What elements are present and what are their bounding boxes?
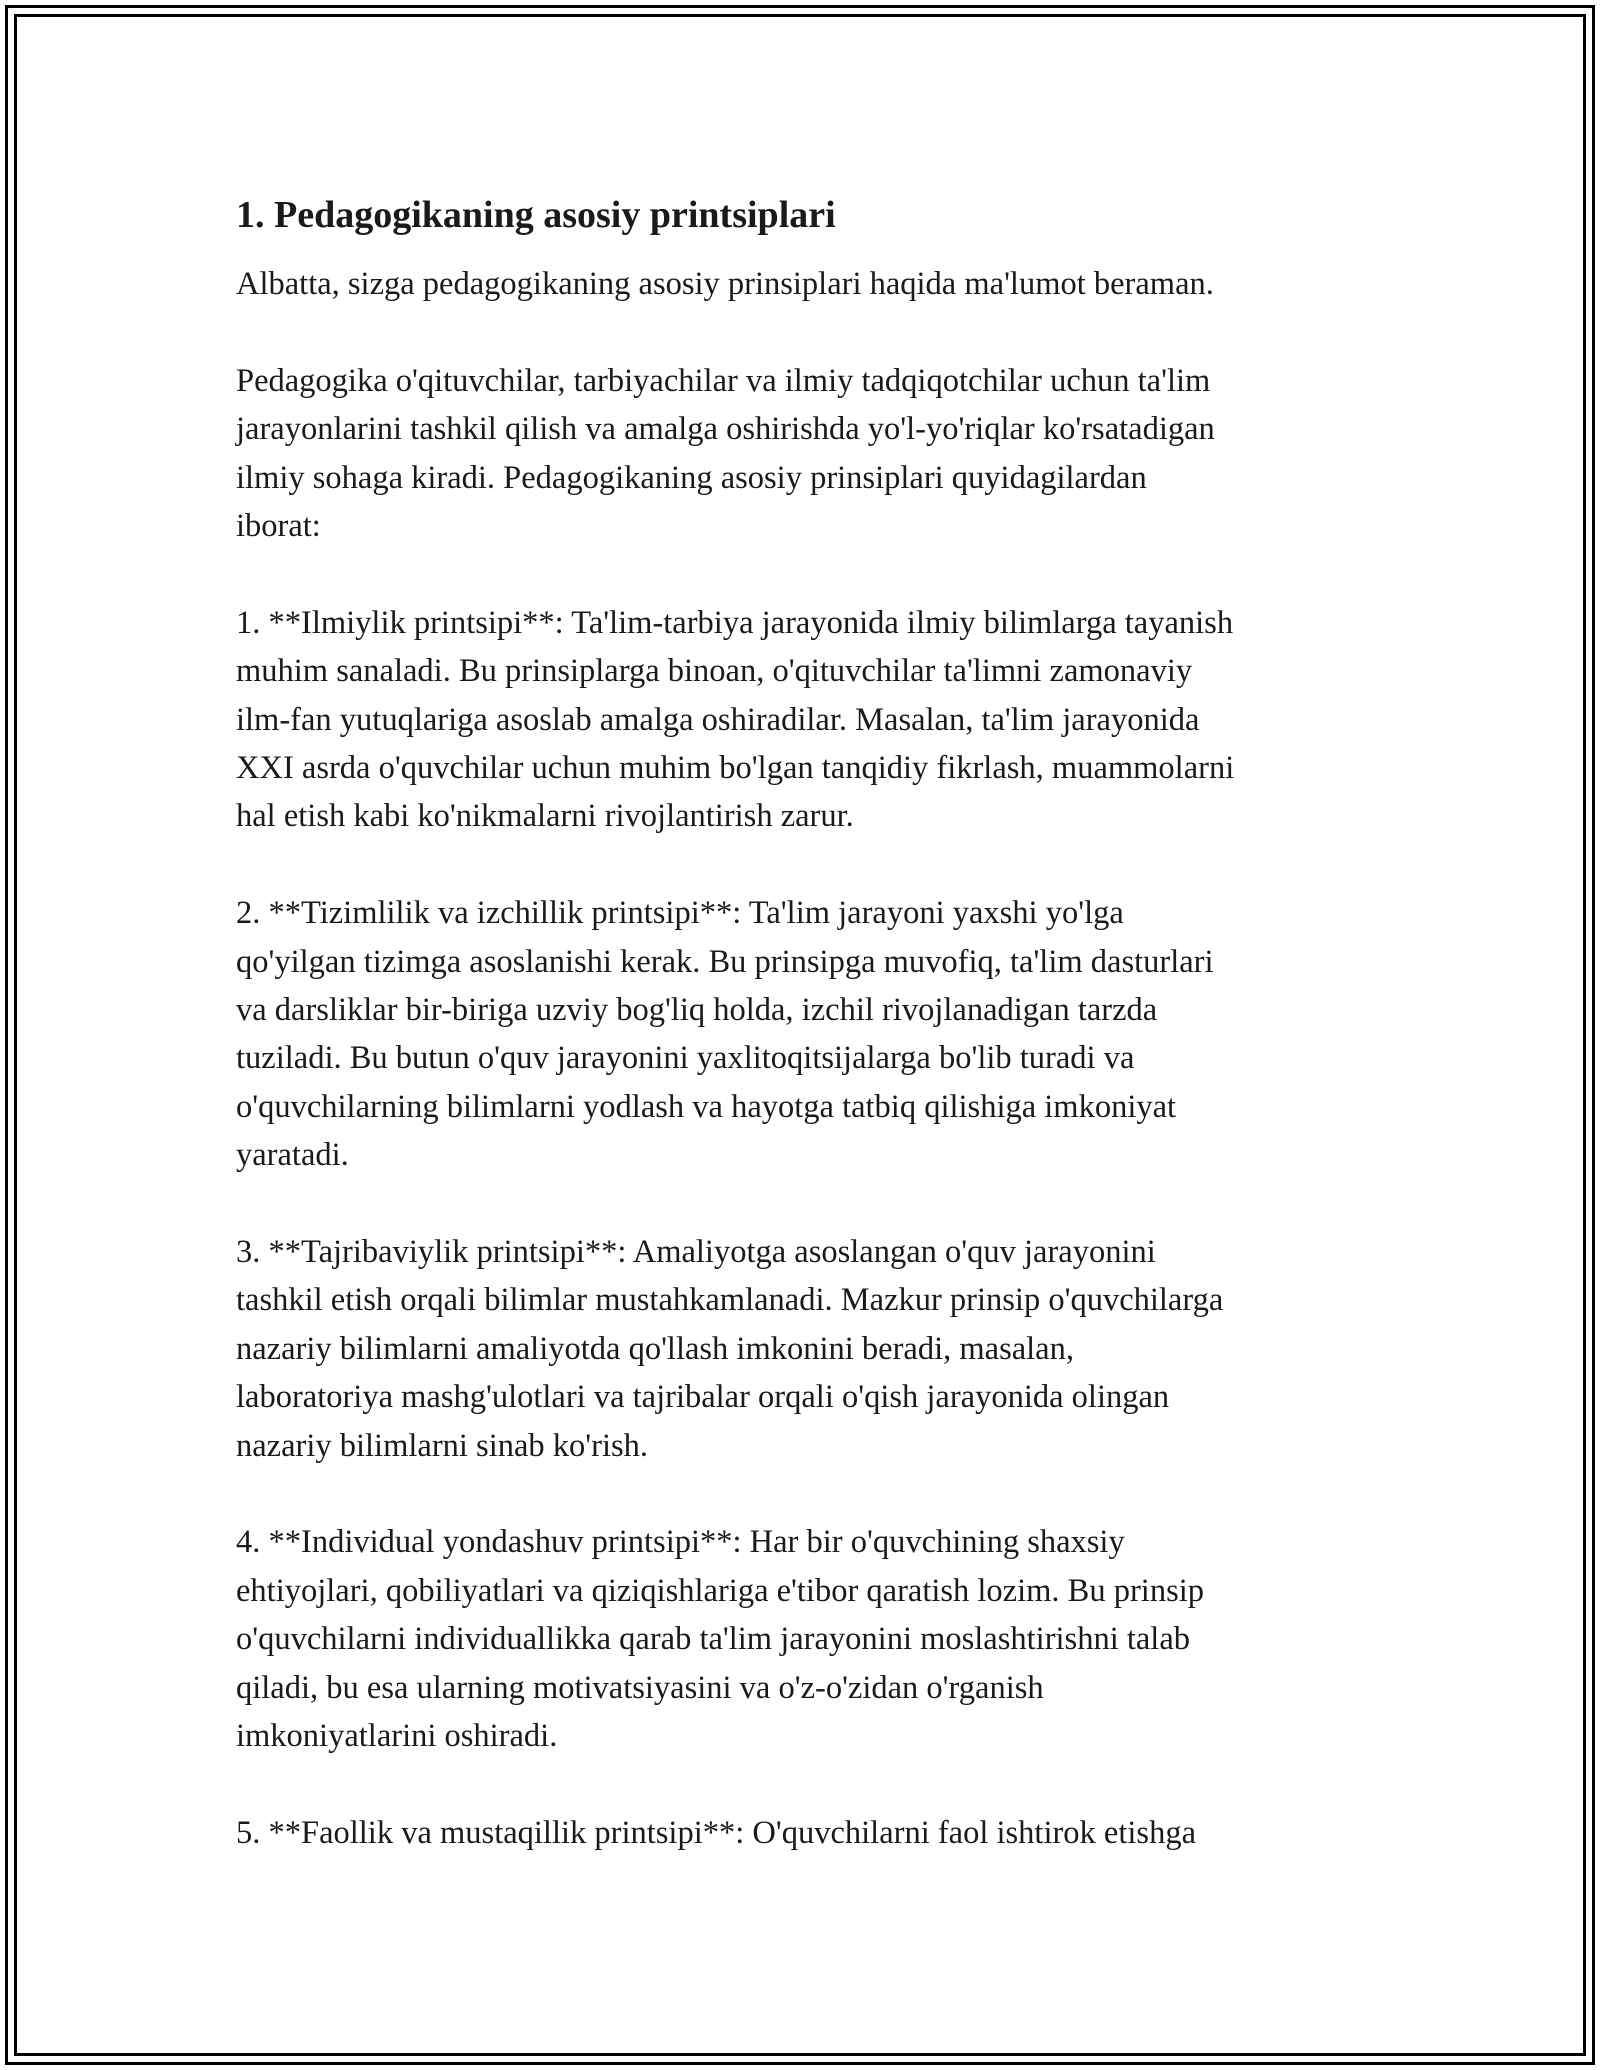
text-line: va darsliklar bir-biriga uzviy bog'liq holda, izchil rivojlanadigan tarzda (236, 992, 1158, 1029)
text-line: Pedagogika o'qituvchilar, tarbiyachilar va ilmiy tadqiqotchilar uchun ta'lim (236, 362, 1211, 399)
paragraph-principle-2 (236, 889, 1386, 1179)
text-line: tuziladi. Bu butun o'quv jarayonini yaxlitoqitsijalarga bo'lib turadi va (236, 1040, 1135, 1077)
text-line: imkoniyatlarini oshiradi. (236, 1718, 558, 1755)
paragraph-intro (236, 260, 1386, 308)
text-line: nazariy bilimlarni sinab ko'rish. (236, 1427, 649, 1464)
text-line: 5. **Faollik va mustaqillik printsipi**: O'quvchilarni faol ishtirok etishga (236, 1814, 1196, 1851)
text-line: 4. **Individual yondashuv printsipi**: Har bir o'quvchining shaxsiy (236, 1524, 1125, 1561)
text-line: Albatta, sizga pedagogikaning asosiy prinsiplari haqida ma'lumot beraman. (236, 266, 1214, 302)
text-line: muhim sanaladi. Bu prinsiplarga binoan, o'qituvchilar ta'limni zamonaviy (236, 653, 1193, 690)
text-line: yaratadi. (236, 1137, 349, 1174)
paragraph-definition (236, 357, 1386, 551)
text-line: laboratoriya mashg'ulotlari va tajribalar orqali o'qish jarayonida olingan (236, 1379, 1170, 1416)
text-line: qo'yilgan tizimga asoslanishi kerak. Bu prinsipga muvofiq, ta'lim dasturlari (236, 943, 1214, 980)
text-line: jarayonlarini tashkil qilish va amalga oshirishda yo'l-yo'riqlar ko'rsatadigan (236, 411, 1215, 448)
text-line: iborat: (236, 508, 321, 545)
document-body (236, 178, 1386, 1906)
paragraph-principle-1 (236, 599, 1386, 841)
text-line: tashkil etish orqali bilimlar mustahkamlanadi. Mazkur prinsip o'quvchilarga (236, 1282, 1224, 1319)
text-line: qiladi, bu esa ularning motivatsiyasini va o'z-o'zidan o'rganish (236, 1669, 1044, 1706)
text-line: 3. **Tajribaviylik printsipi**: Amaliyotga asoslangan o'quv jarayonini (236, 1234, 1156, 1271)
text-line: ehtiyojlari, qobiliyatlari va qiziqishlariga e'tibor qaratish lozim. Bu prinsip (236, 1572, 1205, 1609)
text-line: ilmiy sohaga kiradi. Pedagogikaning asosiy prinsiplari quyidagilardan (236, 459, 1147, 496)
paragraph-principle-5 (236, 1809, 1386, 1857)
text-line: XXI asrda o'quvchilar uchun muhim bo'lgan tanqidiy fikrlash, muammolarni (236, 750, 1235, 787)
paragraph-principle-4 (236, 1518, 1386, 1760)
text-line: nazariy bilimlarni amaliyotda qo'llash imkonini beradi, masalan, (236, 1330, 1074, 1367)
text-line: o'quvchilarni individuallikka qarab ta'lim jarayonini moslashtirishni talab (236, 1621, 1191, 1658)
text-line: 1. **Ilmiylik printsipi**: Ta'lim-tarbiya jarayonida ilmiy bilimlarga tayanish (236, 604, 1234, 641)
paragraph-principle-3 (236, 1228, 1386, 1470)
text-line: o'quvchilarning bilimlarni yodlash va hayotga tatbiq qilishiga imkoniyat (236, 1088, 1177, 1125)
document-title: 1. Pedagogikaning asosiy printsiplari (236, 194, 836, 236)
text-line: hal etish kabi ko'nikmalarni rivojlantirish zarur. (236, 798, 854, 835)
text-line: 2. **Tizimlilik va izchillik printsipi**: Ta'lim jarayoni yaxshi yo'lga (236, 895, 1124, 932)
text-line: ilm-fan yutuqlariga asoslab amalga oshiradilar. Masalan, ta'lim jarayonida (236, 701, 1200, 738)
